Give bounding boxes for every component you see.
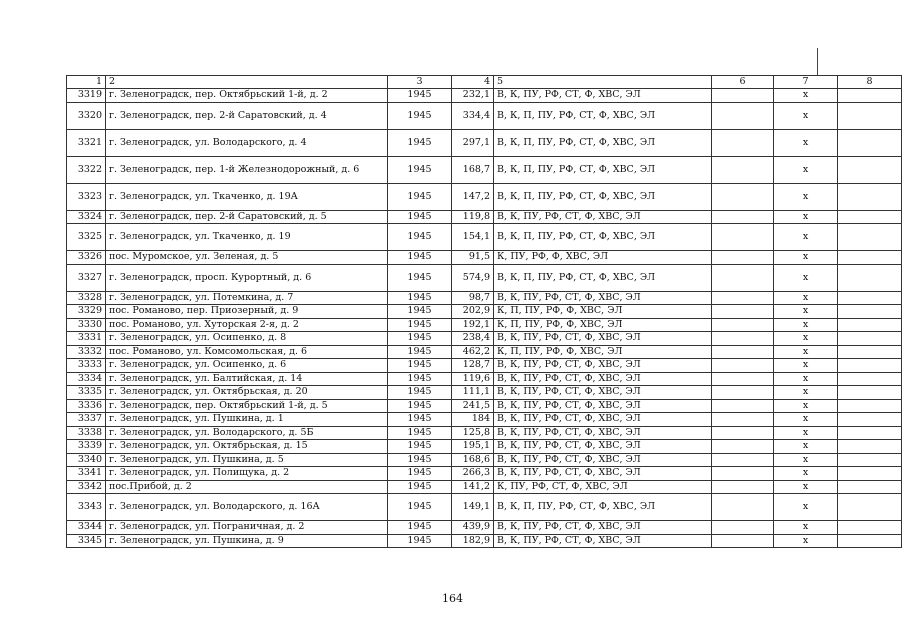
area-cell: 238,4 [452, 332, 494, 346]
column-6-cell [712, 102, 774, 129]
area-cell: 125,8 [452, 426, 494, 440]
area-cell: 241,5 [452, 399, 494, 413]
mark-cell: х [774, 156, 838, 183]
services-cell: В, К, ПУ, РФ, СТ, Ф, ХВС, ЭЛ [494, 359, 712, 373]
row-number-cell: 3340 [67, 453, 106, 467]
services-cell: В, К, П, ПУ, РФ, СТ, Ф, ХВС, ЭЛ [494, 129, 712, 156]
row-number-cell: 3339 [67, 440, 106, 454]
area-cell: 182,9 [452, 534, 494, 548]
mark-cell: х [774, 129, 838, 156]
mark-cell: х [774, 251, 838, 265]
address-cell: г. Зеленоградск, ул. Потемкина, д. 7 [106, 291, 388, 305]
row-number-cell: 3325 [67, 224, 106, 251]
column-6-cell [712, 156, 774, 183]
table-row [67, 440, 902, 454]
column-6-cell [712, 89, 774, 103]
services-cell: В, К, ПУ, РФ, СТ, Ф, ХВС, ЭЛ [494, 332, 712, 346]
address-cell: г. Зеленоградск, ул. Пушкина, д. 1 [106, 413, 388, 427]
address-cell: г. Зеленоградск, пер. Октябрьский 1-й, д. 2 [106, 89, 388, 103]
row-number-cell: 3332 [67, 345, 106, 359]
mark-cell: х [774, 372, 838, 386]
column-6-cell [712, 210, 774, 224]
column-8-cell [838, 251, 902, 265]
area-cell: 202,9 [452, 305, 494, 319]
column-header-2: 2 [106, 76, 388, 89]
address-cell: г. Зеленоградск, ул. Пушкина, д. 9 [106, 534, 388, 548]
mark-cell: х [774, 359, 838, 373]
column-6-cell [712, 318, 774, 332]
row-number-cell: 3328 [67, 291, 106, 305]
table-row [67, 480, 902, 494]
address-cell: пос. Романово, пер. Приозерный, д. 9 [106, 305, 388, 319]
address-cell: г. Зеленоградск, ул. Пограничная, д. 2 [106, 521, 388, 535]
address-cell: г. Зеленоградск, ул. Пушкина, д. 5 [106, 453, 388, 467]
page-number: 164 [442, 592, 463, 605]
area-cell: 91,5 [452, 251, 494, 265]
year-cell: 1945 [388, 534, 452, 548]
column-header-7: 7 [774, 76, 838, 89]
column-8-cell [838, 224, 902, 251]
table-row [67, 224, 902, 251]
year-cell: 1945 [388, 129, 452, 156]
mark-cell: х [774, 224, 838, 251]
services-cell: К, ПУ, РФ, СТ, Ф, ХВС, ЭЛ [494, 480, 712, 494]
table-row [67, 521, 902, 535]
table-row [67, 426, 902, 440]
table-row [67, 467, 902, 481]
column-8-cell [838, 440, 902, 454]
row-number-cell: 3342 [67, 480, 106, 494]
table-row [67, 129, 902, 156]
address-cell: пос. Романово, ул. Хуторская 2-я, д. 2 [106, 318, 388, 332]
address-cell: пос.Прибой, д. 2 [106, 480, 388, 494]
table-row [67, 345, 902, 359]
area-cell: 192,1 [452, 318, 494, 332]
year-cell: 1945 [388, 372, 452, 386]
mark-cell: х [774, 183, 838, 210]
column-6-cell [712, 251, 774, 265]
year-cell: 1945 [388, 413, 452, 427]
column-8-cell [838, 399, 902, 413]
services-cell: В, К, ПУ, РФ, СТ, Ф, ХВС, ЭЛ [494, 210, 712, 224]
table-row [67, 102, 902, 129]
address-cell: г. Зеленоградск, ул. Балтийская, д. 14 [106, 372, 388, 386]
year-cell: 1945 [388, 453, 452, 467]
year-cell: 1945 [388, 399, 452, 413]
table-row [67, 291, 902, 305]
address-cell: г. Зеленоградск, ул. Полищука, д. 2 [106, 467, 388, 481]
mark-cell: х [774, 494, 838, 521]
column-8-cell [838, 480, 902, 494]
area-cell: 195,1 [452, 440, 494, 454]
area-cell: 574,9 [452, 264, 494, 291]
area-cell: 297,1 [452, 129, 494, 156]
services-cell: В, К, ПУ, РФ, СТ, Ф, ХВС, ЭЛ [494, 534, 712, 548]
area-cell: 266,3 [452, 467, 494, 481]
mark-cell: х [774, 89, 838, 103]
column-8-cell [838, 467, 902, 481]
column-8-cell [838, 494, 902, 521]
row-number-cell: 3322 [67, 156, 106, 183]
table-row [67, 399, 902, 413]
address-cell: г. Зеленоградск, ул. Володарского, д. 5Б [106, 426, 388, 440]
area-cell: 168,7 [452, 156, 494, 183]
column-8-cell [838, 129, 902, 156]
column-8-cell [838, 102, 902, 129]
column-6-cell [712, 399, 774, 413]
margin-pencil-mark [817, 48, 820, 76]
services-cell: В, К, ПУ, РФ, СТ, Ф, ХВС, ЭЛ [494, 521, 712, 535]
address-cell: г. Зеленоградск, пер. 2-й Саратовский, д. 5 [106, 210, 388, 224]
mark-cell: х [774, 413, 838, 427]
column-8-cell [838, 534, 902, 548]
year-cell: 1945 [388, 305, 452, 319]
column-8-cell [838, 183, 902, 210]
services-cell: К, П, ПУ, РФ, Ф, ХВС, ЭЛ [494, 345, 712, 359]
services-cell: К, П, ПУ, РФ, Ф, ХВС, ЭЛ [494, 318, 712, 332]
column-number-row [67, 76, 902, 89]
column-8-cell [838, 318, 902, 332]
address-cell: г. Зеленоградск, пер. 1-й Железнодорожный, д. 6 [106, 156, 388, 183]
column-6-cell [712, 426, 774, 440]
column-6-cell [712, 372, 774, 386]
year-cell: 1945 [388, 521, 452, 535]
column-6-cell [712, 467, 774, 481]
address-cell: г. Зеленоградск, ул. Володарского, д. 4 [106, 129, 388, 156]
column-6-cell [712, 521, 774, 535]
year-cell: 1945 [388, 183, 452, 210]
table-row [67, 305, 902, 319]
column-8-cell [838, 332, 902, 346]
year-cell: 1945 [388, 224, 452, 251]
column-6-cell [712, 332, 774, 346]
address-cell: г. Зеленоградск, ул. Октябрьская, д. 15 [106, 440, 388, 454]
column-6-cell [712, 264, 774, 291]
address-cell: г. Зеленоградск, ул. Осипенко, д. 6 [106, 359, 388, 373]
address-cell: г. Зеленоградск, просп. Курортный, д. 6 [106, 264, 388, 291]
services-cell: В, К, П, ПУ, РФ, СТ, Ф, ХВС, ЭЛ [494, 264, 712, 291]
area-cell: 184 [452, 413, 494, 427]
mark-cell: х [774, 534, 838, 548]
address-cell: г. Зеленоградск, пер. 2-й Саратовский, д. 4 [106, 102, 388, 129]
address-cell: г. Зеленоградск, ул. Осипенко, д. 8 [106, 332, 388, 346]
services-cell: В, К, ПУ, РФ, СТ, Ф, ХВС, ЭЛ [494, 291, 712, 305]
services-cell: В, К, П, ПУ, РФ, СТ, Ф, ХВС, ЭЛ [494, 156, 712, 183]
area-cell: 168,6 [452, 453, 494, 467]
row-number-cell: 3341 [67, 467, 106, 481]
column-6-cell [712, 494, 774, 521]
area-cell: 141,2 [452, 480, 494, 494]
row-number-cell: 3333 [67, 359, 106, 373]
table-row [67, 413, 902, 427]
area-cell: 147,2 [452, 183, 494, 210]
row-number-cell: 3336 [67, 399, 106, 413]
table-row [67, 210, 902, 224]
column-8-cell [838, 453, 902, 467]
mark-cell: х [774, 291, 838, 305]
row-number-cell: 3331 [67, 332, 106, 346]
table-row [67, 534, 902, 548]
row-number-cell: 3330 [67, 318, 106, 332]
column-8-cell [838, 413, 902, 427]
row-number-cell: 3323 [67, 183, 106, 210]
services-cell: В, К, ПУ, РФ, СТ, Ф, ХВС, ЭЛ [494, 372, 712, 386]
services-cell: В, К, ПУ, РФ, СТ, Ф, ХВС, ЭЛ [494, 426, 712, 440]
column-8-cell [838, 345, 902, 359]
row-number-cell: 3338 [67, 426, 106, 440]
column-8-cell [838, 264, 902, 291]
table-row [67, 386, 902, 400]
area-cell: 334,4 [452, 102, 494, 129]
mark-cell: х [774, 521, 838, 535]
services-cell: В, К, ПУ, РФ, СТ, Ф, ХВС, ЭЛ [494, 467, 712, 481]
mark-cell: х [774, 399, 838, 413]
column-6-cell [712, 291, 774, 305]
column-6-cell [712, 386, 774, 400]
column-6-cell [712, 224, 774, 251]
year-cell: 1945 [388, 440, 452, 454]
services-cell: В, К, ПУ, РФ, СТ, Ф, ХВС, ЭЛ [494, 413, 712, 427]
year-cell: 1945 [388, 102, 452, 129]
row-number-cell: 3321 [67, 129, 106, 156]
address-cell: пос. Романово, ул. Комсомольская, д. 6 [106, 345, 388, 359]
column-header-1: 1 [67, 76, 106, 89]
mark-cell: х [774, 440, 838, 454]
column-6-cell [712, 413, 774, 427]
area-cell: 111,1 [452, 386, 494, 400]
column-header-4: 4 [452, 76, 494, 89]
row-number-cell: 3329 [67, 305, 106, 319]
services-cell: В, К, П, ПУ, РФ, СТ, Ф, ХВС, ЭЛ [494, 224, 712, 251]
year-cell: 1945 [388, 210, 452, 224]
column-8-cell [838, 305, 902, 319]
table-row [67, 453, 902, 467]
row-number-cell: 3319 [67, 89, 106, 103]
column-8-cell [838, 426, 902, 440]
area-cell: 149,1 [452, 494, 494, 521]
address-cell: пос. Муромское, ул. Зеленая, д. 5 [106, 251, 388, 265]
column-header-6: 6 [712, 76, 774, 89]
column-6-cell [712, 534, 774, 548]
table-row [67, 251, 902, 265]
column-6-cell [712, 480, 774, 494]
services-cell: В, К, ПУ, РФ, СТ, Ф, ХВС, ЭЛ [494, 399, 712, 413]
mark-cell: х [774, 453, 838, 467]
area-cell: 98,7 [452, 291, 494, 305]
column-8-cell [838, 156, 902, 183]
mark-cell: х [774, 264, 838, 291]
table-row [67, 372, 902, 386]
column-header-5: 5 [494, 76, 712, 89]
column-6-cell [712, 183, 774, 210]
address-cell: г. Зеленоградск, пер. Октябрьский 1-й, д. 5 [106, 399, 388, 413]
row-number-cell: 3334 [67, 372, 106, 386]
column-6-cell [712, 345, 774, 359]
mark-cell: х [774, 345, 838, 359]
column-6-cell [712, 305, 774, 319]
table-row [67, 494, 902, 521]
mark-cell: х [774, 332, 838, 346]
row-number-cell: 3324 [67, 210, 106, 224]
mark-cell: х [774, 210, 838, 224]
year-cell: 1945 [388, 480, 452, 494]
column-6-cell [712, 359, 774, 373]
year-cell: 1945 [388, 264, 452, 291]
area-cell: 119,8 [452, 210, 494, 224]
column-8-cell [838, 386, 902, 400]
services-cell: В, К, ПУ, РФ, СТ, Ф, ХВС, ЭЛ [494, 453, 712, 467]
area-cell: 439,9 [452, 521, 494, 535]
area-cell: 232,1 [452, 89, 494, 103]
year-cell: 1945 [388, 359, 452, 373]
register-table-wrapper [66, 75, 902, 548]
column-8-cell [838, 359, 902, 373]
year-cell: 1945 [388, 345, 452, 359]
table-body [67, 89, 902, 548]
column-8-cell [838, 291, 902, 305]
address-cell: г. Зеленоградск, ул. Володарского, д. 16А [106, 494, 388, 521]
column-8-cell [838, 210, 902, 224]
services-cell: К, П, ПУ, РФ, Ф, ХВС, ЭЛ [494, 305, 712, 319]
row-number-cell: 3344 [67, 521, 106, 535]
services-cell: В, К, ПУ, РФ, СТ, Ф, ХВС, ЭЛ [494, 440, 712, 454]
mark-cell: х [774, 480, 838, 494]
row-number-cell: 3337 [67, 413, 106, 427]
mark-cell: х [774, 386, 838, 400]
mark-cell: х [774, 426, 838, 440]
column-8-cell [838, 372, 902, 386]
row-number-cell: 3327 [67, 264, 106, 291]
table-row [67, 332, 902, 346]
year-cell: 1945 [388, 332, 452, 346]
mark-cell: х [774, 305, 838, 319]
year-cell: 1945 [388, 467, 452, 481]
row-number-cell: 3343 [67, 494, 106, 521]
area-cell: 462,2 [452, 345, 494, 359]
address-cell: г. Зеленоградск, ул. Ткаченко, д. 19А [106, 183, 388, 210]
services-cell: К, ПУ, РФ, Ф, ХВС, ЭЛ [494, 251, 712, 265]
services-cell: В, К, ПУ, РФ, СТ, Ф, ХВС, ЭЛ [494, 386, 712, 400]
table-row [67, 318, 902, 332]
column-8-cell [838, 521, 902, 535]
mark-cell: х [774, 467, 838, 481]
services-cell: В, К, ПУ, РФ, СТ, Ф, ХВС, ЭЛ [494, 89, 712, 103]
column-header-8: 8 [838, 76, 902, 89]
row-number-cell: 3320 [67, 102, 106, 129]
row-number-cell: 3326 [67, 251, 106, 265]
table-row [67, 89, 902, 103]
table-row [67, 183, 902, 210]
row-number-cell: 3345 [67, 534, 106, 548]
address-cell: г. Зеленоградск, ул. Ткаченко, д. 19 [106, 224, 388, 251]
table-row [67, 264, 902, 291]
services-cell: В, К, П, ПУ, РФ, СТ, Ф, ХВС, ЭЛ [494, 102, 712, 129]
year-cell: 1945 [388, 386, 452, 400]
area-cell: 128,7 [452, 359, 494, 373]
year-cell: 1945 [388, 291, 452, 305]
services-cell: В, К, П, ПУ, РФ, СТ, Ф, ХВС, ЭЛ [494, 494, 712, 521]
year-cell: 1945 [388, 318, 452, 332]
mark-cell: х [774, 102, 838, 129]
housing-register-table [66, 75, 902, 548]
area-cell: 119,6 [452, 372, 494, 386]
address-cell: г. Зеленоградск, ул. Октябрьская, д. 20 [106, 386, 388, 400]
area-cell: 154,1 [452, 224, 494, 251]
row-number-cell: 3335 [67, 386, 106, 400]
column-6-cell [712, 129, 774, 156]
year-cell: 1945 [388, 156, 452, 183]
column-8-cell [838, 89, 902, 103]
year-cell: 1945 [388, 426, 452, 440]
services-cell: В, К, П, ПУ, РФ, СТ, Ф, ХВС, ЭЛ [494, 183, 712, 210]
table-row [67, 359, 902, 373]
table-row [67, 156, 902, 183]
year-cell: 1945 [388, 251, 452, 265]
column-header-3: 3 [388, 76, 452, 89]
column-6-cell [712, 440, 774, 454]
year-cell: 1945 [388, 494, 452, 521]
column-6-cell [712, 453, 774, 467]
mark-cell: х [774, 318, 838, 332]
year-cell: 1945 [388, 89, 452, 103]
